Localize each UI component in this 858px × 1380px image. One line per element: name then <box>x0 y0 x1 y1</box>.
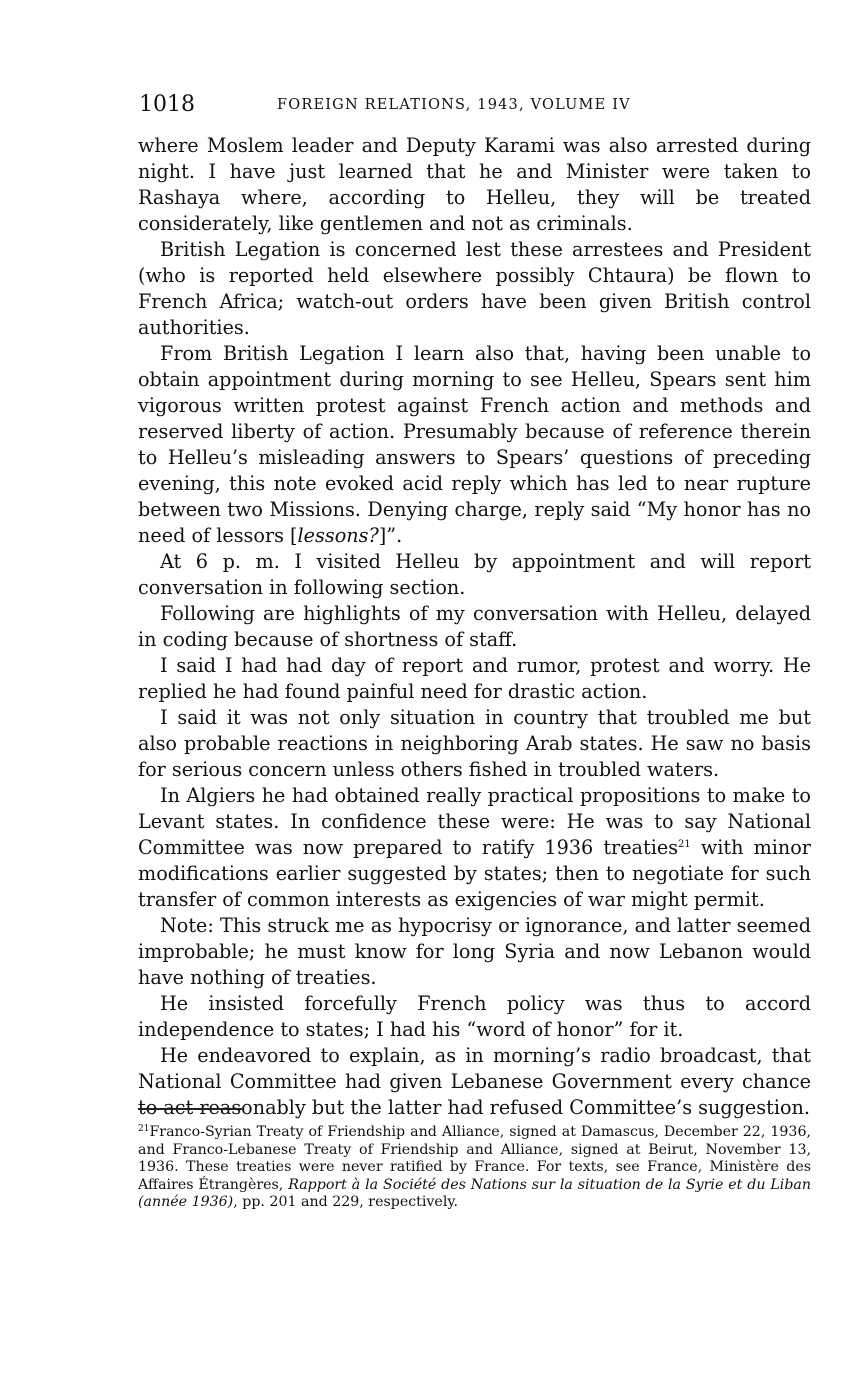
paragraph-6: I said I had had day of report and rumor, protest and worry. He replied he had found painful need for drastic action. <box>138 654 811 703</box>
paragraph-8-text-b: with minor modifications earlier suggested by states; then to negotiate for such transfer of common interests as exigencies of war might permit. <box>138 836 811 911</box>
paragraph-4: At 6 p. m. I visited Helleu by appointment and will report conversation in following section. <box>138 550 811 599</box>
paragraph-7: I said it was not only situation in country that troubled me but also probable reactions in neighboring Arab states. He saw no basis for serious concern unless others fished in troubled waters. <box>138 706 811 781</box>
footnote-reference: 21 <box>678 839 691 850</box>
body-text <box>138 133 811 1121</box>
editorial-insertion: lessons? <box>297 524 379 547</box>
paragraph-11: He endeavored to explain, as in morning’s radio broadcast, that National Committee had given Lebanese Government every chance to act reasonably but the latter had refused Committee’s suggestion. <box>138 1044 811 1119</box>
paragraph-3 <box>138 341 811 549</box>
footnote-marker: 21 <box>138 1124 150 1134</box>
paragraph-8-text-a: In Algiers he had obtained really practical propositions to make to Levant states. In confidence these were: He was to say National Committee was now prepared to ratify 1936 treaties <box>138 784 811 859</box>
page-number: 1018 <box>139 92 195 117</box>
running-title: FOREIGN RELATIONS, 1943, VOLUME IV <box>277 97 631 113</box>
footnote-text-b: , pp. 201 and 229, respectively. <box>233 1194 459 1210</box>
paragraph-5: Following are highlights of my conversation with Helleu, delayed in coding because of shortness of staff. <box>138 602 811 651</box>
paragraph-1: where Moslem leader and Deputy Karami was also arrested during night. I have just learned that he and Minister were taken to Rashaya where, according to Helleu, they will be treated considerately, like gentlemen and not as criminals. <box>138 134 811 235</box>
paragraph-9: Note: This struck me as hypocrisy or ignorance, and latter seemed improbable; he must know for long Syria and now Lebanon would have nothing of treaties. <box>138 914 811 989</box>
paragraph-10: He insisted forcefully French policy was thus to accord independence to states; I had his “word of honor” for it. <box>138 992 811 1041</box>
paragraph-3-text-b: ]”. <box>378 524 403 547</box>
paragraph-2: British Legation is concerned lest these arrestees and President (who is reported held elsewhere possibly Chtaura) be flown to French Africa; watch-out orders have been given British control authorities. <box>138 238 811 339</box>
paragraph-8 <box>138 783 811 913</box>
paragraph-3-text-a: From British Legation I learn also that, having been unable to obtain appointment during morning to see Helleu, Spears sent him vigorous written protest against French action and methods and reserved liberty of action. Presumably because of reference therein to Helleu’s misleading answers to Spears’ questions of preceding evening, this note evoked acid reply which has led to near rupture between two Missions. Denying charge, reply said “My honor has no need of lessors [ <box>138 342 811 547</box>
footnote-paragraph <box>138 1124 811 1212</box>
footnote-divider <box>138 1108 242 1110</box>
footnote <box>138 1124 811 1212</box>
footnote-text-a: Franco-Syrian Treaty of Friendship and Alliance, signed at Damascus, December 22, 1936, and Franco-Lebanese Treaty of Friendship and Alliance, signed at Beirut, November 13, 1936. These treaties were never ratified by France. For texts, see France, Ministère des Affaires Étrangères, <box>138 1124 811 1193</box>
footnote-citation-title: Rapport à la Société des Nations sur la situation de la Syrie et du Liban (année 1936) <box>138 1176 811 1210</box>
running-head <box>139 90 811 120</box>
